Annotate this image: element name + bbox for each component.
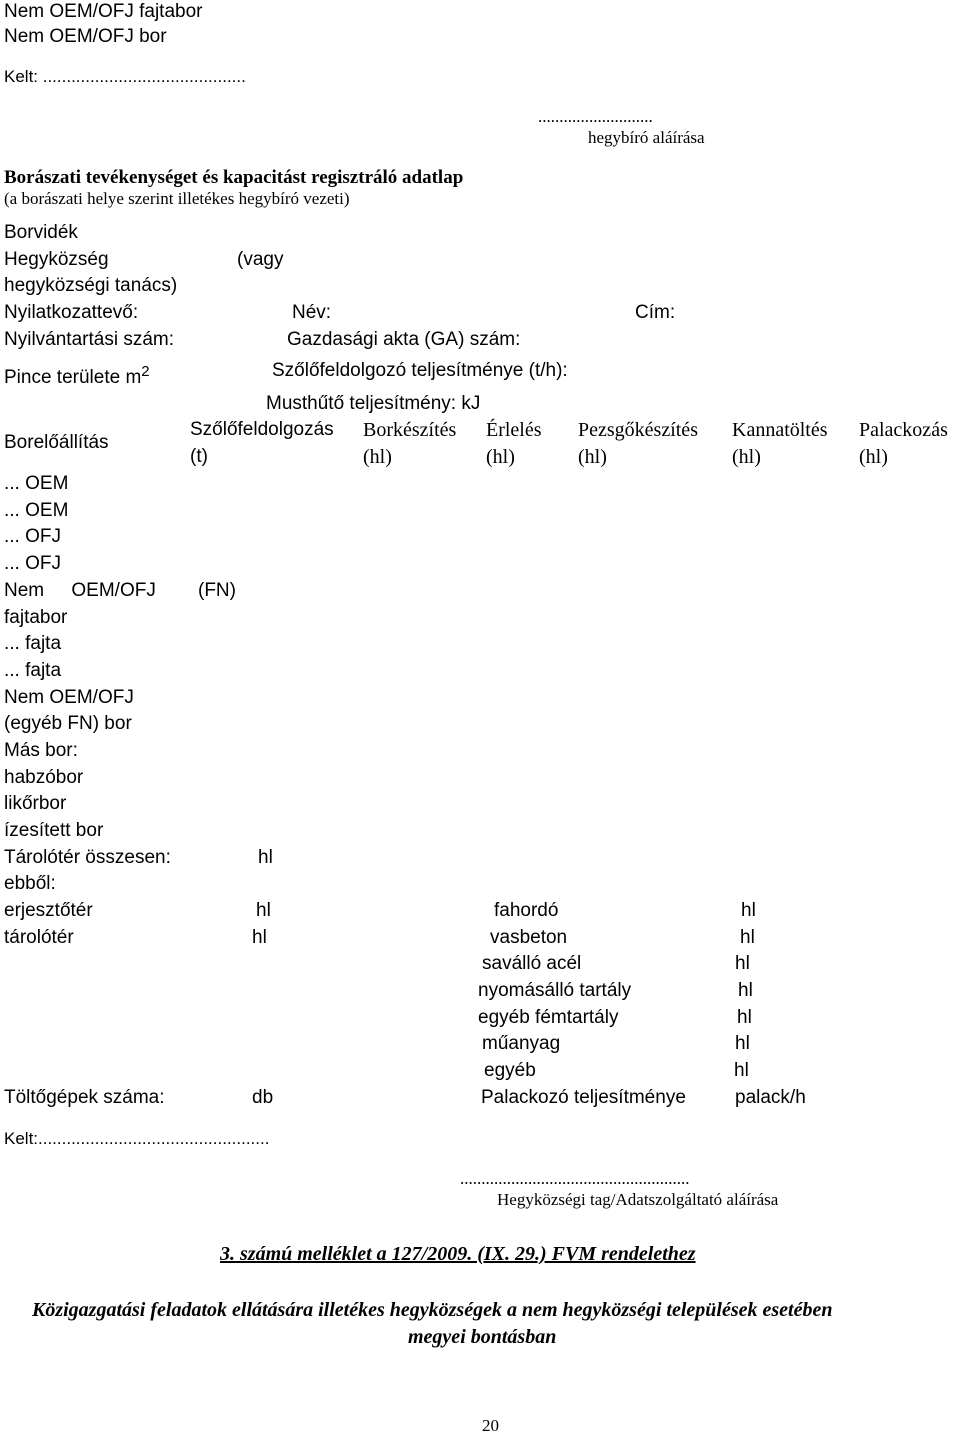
pince-terulete-label: Pince területe $m^2$ — [4, 363, 150, 388]
storage-type-label: műanyag — [482, 1033, 561, 1054]
annex-title: 3. számú melléklet a 127/2009. (IX. 29.) FVM rendelethez — [220, 1243, 696, 1265]
table-row: (egyéb FN) bor — [4, 713, 132, 734]
table-row: fajtabor — [4, 607, 68, 628]
col-borkeszites-unit: (hl) — [363, 446, 392, 468]
table-row: ... fajta — [4, 633, 62, 654]
ebbol-label: ebből: — [4, 873, 56, 894]
tarolo-label: tárolótér — [4, 927, 74, 948]
storage-type-label: saválló acél — [482, 953, 582, 974]
pince-exponent: 2 — [141, 363, 150, 380]
col-erleles: Érlelés — [486, 419, 542, 441]
table-row: ... OEM — [4, 500, 69, 521]
table-row: likőrbor — [4, 793, 67, 814]
top-line-2: Nem OEM/OFJ bor — [4, 26, 167, 47]
cim-label: Cím: — [635, 302, 676, 323]
storage-type-unit: hl — [740, 927, 755, 948]
annex-subtitle-line-1: Közigazgatási feladatok ellátására illetékes hegyközségek a nem hegyközségi települések esetében — [32, 1299, 833, 1321]
nyilvantartasi-szam-label: Nyilvántartási szám: — [4, 329, 174, 350]
szolofeldolgozo-teljesitmeny-label: Szőlőfeldolgozó teljesítménye (t/h): — [272, 360, 568, 381]
toltogepek-unit: db — [252, 1087, 274, 1108]
storage-type-label: nyomásálló tartály — [478, 980, 632, 1001]
storage-type-unit: hl — [735, 953, 750, 974]
storage-type-label: vasbeton — [490, 927, 568, 948]
toltogepek-label: Töltőgépek száma: — [4, 1087, 165, 1108]
table-row: Más bor: — [4, 740, 78, 761]
storage-type-unit: hl — [741, 900, 756, 921]
table-row: habzóbor — [4, 767, 84, 788]
tarolo-unit: hl — [252, 927, 267, 948]
tarolo-osszesen-label: Tárolótér összesen: — [4, 847, 171, 868]
fn-label: (FN) — [198, 580, 236, 601]
vagy-label: (vagy — [237, 249, 284, 270]
nyilatkozattevo-label: Nyilatkozattevő: — [4, 302, 139, 323]
col-szolofeldolgozas-unit: (t) — [190, 446, 208, 467]
storage-type-label: fahordó — [494, 900, 559, 921]
col-borkeszites: Borkészítés — [363, 419, 457, 441]
palackozo-unit: palack/h — [735, 1087, 806, 1108]
col-szolofeldolgozas: Szőlőfeldolgozás — [190, 419, 334, 440]
table-row: ... OEM — [4, 473, 69, 494]
col-kannatoltes: Kannatöltés — [732, 419, 828, 441]
col-palackozas-unit: (hl) — [859, 446, 888, 468]
storage-type-unit: hl — [735, 1033, 750, 1054]
col-palackozas: Palackozás — [859, 419, 948, 441]
top-line-1: Nem OEM/OFJ fajtabor — [4, 1, 203, 22]
col-pezsgokeszites-unit: (hl) — [578, 446, 607, 468]
col-erleles-unit: (hl) — [486, 446, 515, 468]
date-line-bottom: Kelt:................................................. — [4, 1129, 270, 1148]
storage-type-label: egyéb fémtartály — [478, 1007, 619, 1028]
member-signature-dots: ...................................................... — [460, 1169, 690, 1188]
col-pezsgokeszites: Pezsgőkészítés — [578, 419, 698, 441]
date-line-top: Kelt: ........................................... — [4, 67, 246, 86]
hegykozsegi-tanacs-label: hegyközségi tanács) — [4, 275, 178, 296]
gazdasagi-akta-label: Gazdasági akta (GA) szám: — [287, 329, 521, 350]
table-row: ... OFJ — [4, 526, 61, 547]
storage-type-unit: hl — [737, 1007, 752, 1028]
annex-subtitle-line-2: megyei bontásban — [408, 1326, 557, 1348]
storage-type-label: egyéb — [484, 1060, 536, 1081]
table-row: ... OFJ — [4, 553, 61, 574]
table-row: Nem OEM/OFJ — [4, 687, 134, 708]
tarolo-osszesen-unit: hl — [258, 847, 273, 868]
page-number: 20 — [482, 1416, 499, 1435]
mushuto-label: Musthűtő teljesítmény: kJ — [266, 393, 481, 414]
storage-type-unit: hl — [738, 980, 753, 1001]
hegykozseg-label: Hegyközség — [4, 249, 109, 270]
storage-type-unit: hl — [734, 1060, 749, 1081]
member-signature-caption: Hegyközségi tag/Adatszolgáltató aláírása — [497, 1190, 779, 1209]
erjeszto-unit: hl — [256, 900, 271, 921]
erjeszto-label: erjesztőtér — [4, 900, 93, 921]
nev-label: Név: — [292, 302, 332, 323]
borelo-allitas-header: Borelőállítás — [4, 432, 109, 453]
table-row: ízesített bor — [4, 820, 104, 841]
judge-signature-dots: ........................... — [538, 107, 653, 126]
table-row: Nem OEM/OFJ — [4, 580, 156, 601]
col-kannatoltes-unit: (hl) — [732, 446, 761, 468]
palackozo-label: Palackozó teljesítménye — [481, 1087, 686, 1108]
borvidek-label: Borvidék — [4, 222, 78, 243]
judge-signature-caption: hegybíró aláírása — [588, 128, 705, 147]
form-subtitle: (a borászati helye szerint illetékes hegybíró vezeti) — [4, 189, 350, 208]
form-title: Borászati tevékenységet és kapacitást regisztráló adatlap — [4, 167, 464, 188]
table-row: ... fajta — [4, 660, 62, 681]
